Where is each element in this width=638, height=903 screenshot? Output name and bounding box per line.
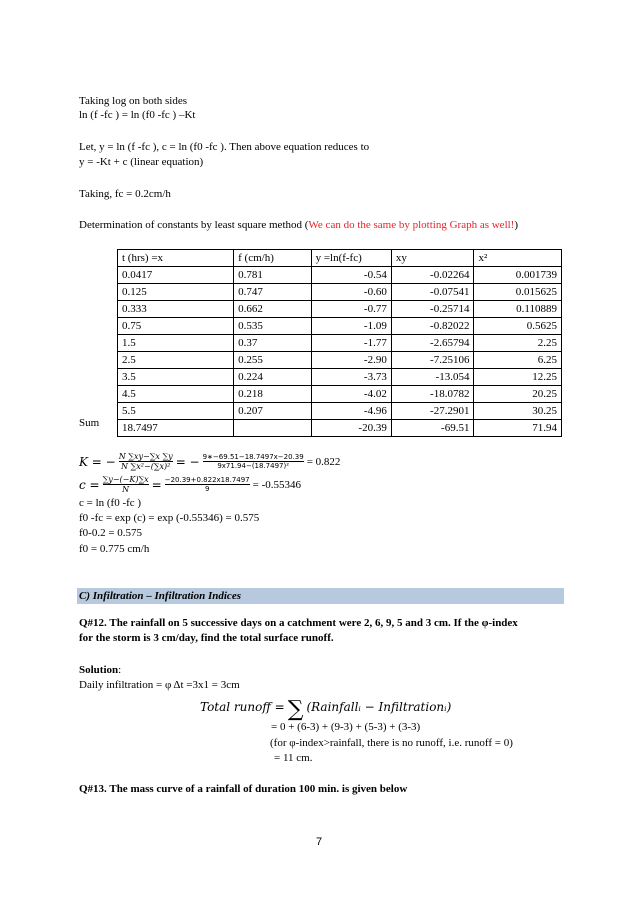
text-fc-value: Taking, fc = 0.2cm/h [79, 188, 171, 200]
cell-y: -4.96 [311, 403, 391, 420]
k-frac1-den: N ∑x²−(∑x)² [121, 462, 171, 471]
table-row [118, 301, 562, 318]
eq-k [79, 452, 340, 471]
cell-t: 1.5 [118, 335, 234, 352]
k-eq: = − [175, 454, 200, 469]
data-table [117, 249, 562, 437]
cell-xy: -2.65794 [391, 335, 474, 352]
runoff-formula [200, 697, 451, 722]
header-f: f (cm/h) [234, 250, 311, 267]
q13-line1: Q#13. The mass curve of a rainfall of duration 100 min. is given below [79, 783, 408, 795]
header-xy: xy [391, 250, 474, 267]
cell-f: 0.207 [234, 403, 311, 420]
c-frac2 [165, 476, 250, 493]
page-number: 7 [315, 836, 323, 848]
text-least-square [79, 219, 518, 232]
sum-x2: 71.94 [474, 420, 562, 437]
cell-t: 5.5 [118, 403, 234, 420]
cell-f: 0.535 [234, 318, 311, 335]
c-frac1-den: N [122, 485, 130, 494]
cell-x2: 0.5625 [474, 318, 562, 335]
cell-x2: 2.25 [474, 335, 562, 352]
cell-t: 4.5 [118, 386, 234, 403]
cell-xy: -13.054 [391, 369, 474, 386]
formula-rhs: (Rainfallᵢ − Infiltrationᵢ) [306, 700, 452, 714]
cell-xy: -0.82022 [391, 318, 474, 335]
c-eq: = [151, 477, 162, 492]
cell-y: -1.77 [311, 335, 391, 352]
cell-f: 0.747 [234, 284, 311, 301]
eq-f0-b: f0 = 0.775 cm/h [79, 543, 150, 555]
cell-y: -0.77 [311, 301, 391, 318]
solution-word: Solution [79, 664, 119, 676]
method-text: Determination of constants by least square method ( [79, 219, 309, 231]
cell-y: -4.02 [311, 386, 391, 403]
table-row [118, 267, 562, 284]
cell-t: 0.333 [118, 301, 234, 318]
eq-exp: f0 -fc = exp (c) = exp (-0.55346) = 0.575 [79, 512, 260, 524]
k-frac1 [119, 452, 173, 471]
c-frac1-num: ∑y−(−K)∑x [102, 475, 149, 484]
k-frac2 [203, 453, 304, 470]
eq-linear: y = -Kt + c (linear equation) [79, 156, 204, 168]
section-heading: C) Infiltration – Infiltration Indices [77, 588, 564, 604]
cell-xy: -7.25106 [391, 352, 474, 369]
method-close: ) [514, 219, 519, 231]
k-frac1-num: N ∑xy−∑x ∑y [118, 452, 173, 461]
cell-t: 0.125 [118, 284, 234, 301]
cell-x2: 0.110889 [474, 301, 562, 318]
k-frac2-den: 9x71.94−(18.7497)² [217, 462, 290, 470]
c-result: = -0.55346 [252, 478, 302, 491]
method-note: We can do the same by plotting Graph as well! [308, 219, 515, 231]
solution-colon: : [118, 664, 122, 676]
cell-x2: 6.25 [474, 352, 562, 369]
text-substitution: Let, y = ln (f -fc ), c = ln (f0 -fc ). Then above equation reduces to [79, 141, 370, 153]
cell-x2: 20.25 [474, 386, 562, 403]
cell-y: -0.60 [311, 284, 391, 301]
table-row [118, 318, 562, 335]
cell-x2: 12.25 [474, 369, 562, 386]
runoff-step1: = 0 + (6-3) + (9-3) + (5-3) + (3-3) [271, 721, 421, 733]
table-row [118, 352, 562, 369]
daily-infiltration: Daily infiltration = φ Δt =3x1 = 3cm [79, 679, 240, 691]
sum-xy: -69.51 [391, 420, 474, 437]
table-row [118, 386, 562, 403]
cell-f: 0.781 [234, 267, 311, 284]
eq-c-def: c = ln (f0 -fc ) [79, 497, 142, 509]
cell-f: 0.218 [234, 386, 311, 403]
c-frac2-num: −20.39+0.822x18.7497 [164, 476, 250, 484]
k-lhs: K = − [79, 454, 116, 469]
q12-line2: for the storm is 3 cm/day, find the total surface runoff. [79, 632, 334, 644]
formula-lhs: Total runoff = [200, 700, 285, 714]
sum-f [234, 420, 311, 437]
table-row [118, 403, 562, 420]
cell-xy: -0.07541 [391, 284, 474, 301]
runoff-note: (for φ-index>rainfall, there is no runoff, i.e. runoff = 0) [270, 737, 513, 749]
runoff-result: = 11 cm. [274, 752, 313, 764]
header-x2: x² [474, 250, 562, 267]
cell-t: 3.5 [118, 369, 234, 386]
c-lhs: c = [79, 477, 100, 492]
text-taking-log: Taking log on both sides [79, 95, 188, 107]
cell-xy: -27.2901 [391, 403, 474, 420]
cell-t: 0.75 [118, 318, 234, 335]
k-result: = 0.822 [306, 455, 341, 468]
eq-c [79, 475, 301, 494]
table-row [118, 335, 562, 352]
eq-log-form: ln (f -fc ) = ln (f0 -fc ) –Kt [79, 109, 196, 121]
cell-t: 2.5 [118, 352, 234, 369]
cell-x2: 0.015625 [474, 284, 562, 301]
k-frac2-num: 9∗−69.51−18.7497x−20.39 [202, 453, 304, 461]
c-frac1 [103, 475, 149, 494]
cell-xy: -0.02264 [391, 267, 474, 284]
cell-y: -0.54 [311, 267, 391, 284]
cell-xy: -18.0782 [391, 386, 474, 403]
q12-line1: Q#12. The rainfall on 5 successive days on a catchment were 2, 6, 9, 5 and 3 cm. If the φ-index [79, 617, 518, 629]
cell-x2: 0.001739 [474, 267, 562, 284]
table-sum-row [118, 420, 562, 437]
sum-label: Sum [79, 417, 100, 429]
header-t: t (hrs) =x [118, 250, 234, 267]
cell-y: -1.09 [311, 318, 391, 335]
header-y: y =ln(f-fc) [311, 250, 391, 267]
cell-f: 0.255 [234, 352, 311, 369]
cell-f: 0.224 [234, 369, 311, 386]
c-frac2-den: 9 [204, 485, 210, 493]
table-row [118, 284, 562, 301]
cell-x2: 30.25 [474, 403, 562, 420]
cell-y: -2.90 [311, 352, 391, 369]
sigma-symbol: ∑ [287, 697, 304, 722]
sum-y: -20.39 [311, 420, 391, 437]
solution-label [79, 664, 121, 677]
table-header-row [118, 250, 562, 267]
cell-f: 0.662 [234, 301, 311, 318]
table-row [118, 369, 562, 386]
cell-f: 0.37 [234, 335, 311, 352]
eq-f0-a: f0-0.2 = 0.575 [79, 527, 143, 539]
cell-xy: -0.25714 [391, 301, 474, 318]
sum-t: 18.7497 [118, 420, 234, 437]
cell-y: -3.73 [311, 369, 391, 386]
cell-t: 0.0417 [118, 267, 234, 284]
